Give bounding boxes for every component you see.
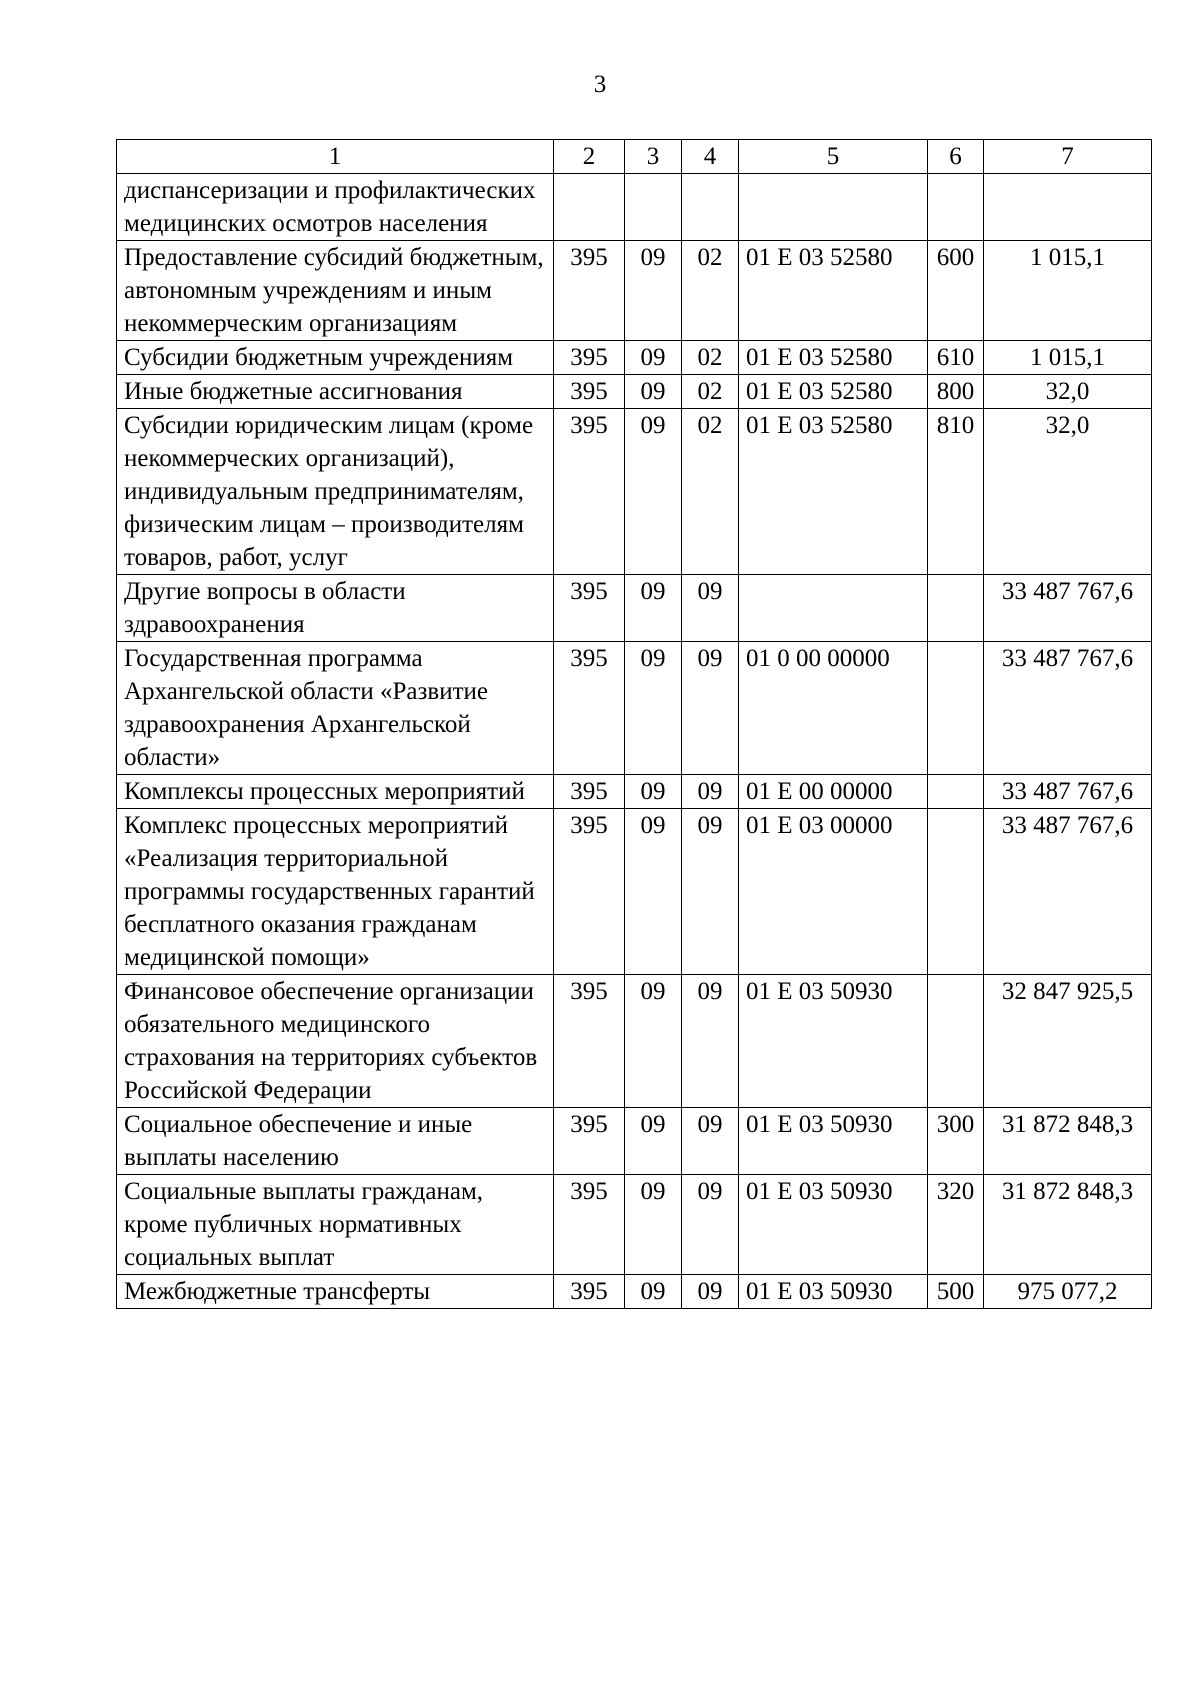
row-amount: 33 487 767,6 [984, 809, 1152, 975]
row-admin-code: 395 [554, 341, 625, 375]
row-section: 09 [625, 775, 682, 809]
row-section: 09 [625, 642, 682, 775]
row-expense-type [928, 775, 984, 809]
row-admin-code: 395 [554, 1108, 625, 1175]
row-amount: 32 847 925,5 [984, 975, 1152, 1108]
row-amount [984, 174, 1152, 241]
row-subsection: 09 [682, 575, 739, 642]
table-row [117, 642, 1152, 775]
header-col-2: 2 [554, 140, 625, 174]
table-row [117, 409, 1152, 575]
row-subsection: 09 [682, 642, 739, 775]
row-target-code: 01 Е 03 52580 [739, 375, 928, 409]
row-expense-type [928, 642, 984, 775]
row-expense-type: 300 [928, 1108, 984, 1175]
row-subsection: 09 [682, 775, 739, 809]
row-target-code: 01 Е 03 52580 [739, 409, 928, 575]
row-subsection: 02 [682, 409, 739, 575]
row-section: 09 [625, 409, 682, 575]
row-section: 09 [625, 341, 682, 375]
table-row [117, 575, 1152, 642]
row-section: 09 [625, 575, 682, 642]
row-admin-code: 395 [554, 241, 625, 341]
row-name: Иные бюджетные ассигнования [117, 375, 554, 409]
row-section: 09 [625, 1175, 682, 1275]
row-admin-code: 395 [554, 975, 625, 1108]
row-expense-type: 500 [928, 1275, 984, 1309]
row-amount: 33 487 767,6 [984, 575, 1152, 642]
row-admin-code: 395 [554, 409, 625, 575]
row-amount: 1 015,1 [984, 341, 1152, 375]
row-target-code: 01 Е 03 50930 [739, 975, 928, 1108]
row-name: Комплекс процессных мероприятий «Реализация территориальной программы государственных гарантий бесплатного оказания гражданам медицинской помощи» [117, 809, 554, 975]
row-name: диспансеризации и профилактических медицинских осмотров населения [117, 174, 554, 241]
header-col-4: 4 [682, 140, 739, 174]
row-subsection: 09 [682, 1175, 739, 1275]
row-target-code: 01 Е 03 50930 [739, 1275, 928, 1309]
row-name: Предоставление субсидий бюджетным, автономным учреждениям и иным некоммерческим организациям [117, 241, 554, 341]
row-target-code: 01 Е 03 50930 [739, 1108, 928, 1175]
header-col-6: 6 [928, 140, 984, 174]
row-expense-type [928, 975, 984, 1108]
row-name: Субсидии юридическим лицам (кроме некоммерческих организаций), индивидуальным предпринимателям, физическим лицам – производителям товаров, работ, услуг [117, 409, 554, 575]
row-subsection: 02 [682, 341, 739, 375]
row-amount: 32,0 [984, 409, 1152, 575]
row-expense-type: 600 [928, 241, 984, 341]
table-row [117, 1108, 1152, 1175]
row-amount: 31 872 848,3 [984, 1175, 1152, 1275]
row-admin-code: 395 [554, 375, 625, 409]
row-name: Комплексы процессных мероприятий [117, 775, 554, 809]
row-expense-type [928, 809, 984, 975]
row-admin-code: 395 [554, 1175, 625, 1275]
row-amount: 32,0 [984, 375, 1152, 409]
row-expense-type [928, 174, 984, 241]
row-target-code [739, 575, 928, 642]
row-admin-code [554, 174, 625, 241]
row-amount: 975 077,2 [984, 1275, 1152, 1309]
row-name: Другие вопросы в области здравоохранения [117, 575, 554, 642]
table-row [117, 241, 1152, 341]
budget-table [116, 139, 1152, 1309]
row-section: 09 [625, 241, 682, 341]
row-name: Финансовое обеспечение организации обязательного медицинского страхования на территориях субъектов Российской Федерации [117, 975, 554, 1108]
row-section: 09 [625, 809, 682, 975]
row-name: Субсидии бюджетным учреждениям [117, 341, 554, 375]
row-target-code: 01 Е 00 00000 [739, 775, 928, 809]
table-row [117, 341, 1152, 375]
row-section: 09 [625, 1275, 682, 1309]
header-row [117, 140, 1152, 174]
row-expense-type: 320 [928, 1175, 984, 1275]
row-target-code: 01 Е 03 52580 [739, 241, 928, 341]
row-amount: 33 487 767,6 [984, 775, 1152, 809]
row-subsection: 02 [682, 375, 739, 409]
row-target-code: 01 0 00 00000 [739, 642, 928, 775]
table-row [117, 975, 1152, 1108]
row-subsection: 09 [682, 1108, 739, 1175]
table-row [117, 174, 1152, 241]
row-admin-code: 395 [554, 1275, 625, 1309]
row-section: 09 [625, 1108, 682, 1175]
table-row [117, 1175, 1152, 1275]
row-subsection: 02 [682, 241, 739, 341]
row-target-code: 01 Е 03 00000 [739, 809, 928, 975]
row-subsection: 09 [682, 809, 739, 975]
row-target-code: 01 Е 03 50930 [739, 1175, 928, 1275]
header-col-5: 5 [739, 140, 928, 174]
row-name: Межбюджетные трансферты [117, 1275, 554, 1309]
row-admin-code: 395 [554, 642, 625, 775]
table-row [117, 775, 1152, 809]
header-col-1: 1 [117, 140, 554, 174]
table-row [117, 375, 1152, 409]
row-amount: 1 015,1 [984, 241, 1152, 341]
row-amount: 33 487 767,6 [984, 642, 1152, 775]
row-expense-type: 610 [928, 341, 984, 375]
row-expense-type: 800 [928, 375, 984, 409]
row-expense-type: 810 [928, 409, 984, 575]
row-expense-type [928, 575, 984, 642]
row-admin-code: 395 [554, 809, 625, 975]
table-row [117, 809, 1152, 975]
header-col-7: 7 [984, 140, 1152, 174]
row-name: Государственная программа Архангельской области «Развитие здравоохранения Архангельской области» [117, 642, 554, 775]
row-admin-code: 395 [554, 575, 625, 642]
row-amount: 31 872 848,3 [984, 1108, 1152, 1175]
row-name: Социальные выплаты гражданам, кроме публичных нормативных социальных выплат [117, 1175, 554, 1275]
row-section: 09 [625, 975, 682, 1108]
row-name: Социальное обеспечение и иные выплаты населению [117, 1108, 554, 1175]
row-section: 09 [625, 375, 682, 409]
row-target-code [739, 174, 928, 241]
row-section [625, 174, 682, 241]
row-admin-code: 395 [554, 775, 625, 809]
row-subsection [682, 174, 739, 241]
row-subsection: 09 [682, 975, 739, 1108]
row-target-code: 01 Е 03 52580 [739, 341, 928, 375]
table-row [117, 1275, 1152, 1309]
header-col-3: 3 [625, 140, 682, 174]
row-subsection: 09 [682, 1275, 739, 1309]
page-number: 3 [593, 71, 607, 98]
